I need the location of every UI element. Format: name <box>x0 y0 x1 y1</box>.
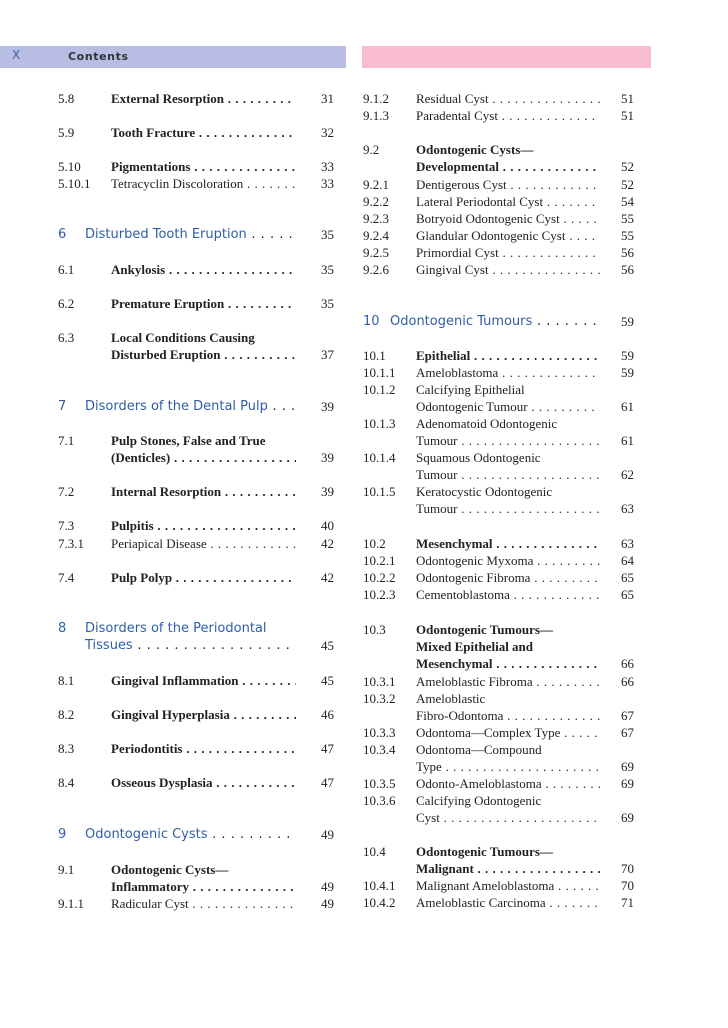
toc-entry-number: 10.2.1 <box>363 553 396 568</box>
toc-entry-title <box>111 295 296 312</box>
toc-entry-title-line: Primordial Cyst . . . <box>416 244 600 261</box>
toc-entry-9-2[interactable] <box>363 141 634 175</box>
toc-entry-page: 59 <box>621 348 634 363</box>
toc-entry-number: 10.3.1 <box>363 674 396 689</box>
toc-entry-title <box>111 774 296 791</box>
toc-entry-number: 7.1 <box>58 433 75 448</box>
toc-entry-title <box>416 244 600 261</box>
toc-entry-page: 67 <box>621 708 634 723</box>
toc-entry-9[interactable] <box>58 826 334 843</box>
toc-entry-page: 51 <box>621 108 634 123</box>
toc-entry-title-line: Odontogenic Tumours . . . <box>390 313 600 330</box>
toc-entry-title-line: (Denticles) . . . <box>111 449 296 466</box>
toc-entry-number: 7.2 <box>58 484 75 499</box>
toc-entry-page: 47 <box>321 741 334 756</box>
toc-entry-page: 49 <box>321 827 334 842</box>
toc-entry-title-line: Inflammatory . . . <box>111 878 296 895</box>
toc-entry-number: 10.1.1 <box>363 365 396 380</box>
toc-entry-title-line: Malignant Ameloblastoma . . . <box>416 877 600 894</box>
toc-entry-number: 6.3 <box>58 330 75 345</box>
toc-entry-title <box>111 569 296 586</box>
toc-entry-9-2-6[interactable] <box>363 261 634 278</box>
toc-entry-number: 10.3.3 <box>363 725 396 740</box>
toc-entry-title-line: Mesenchymal . . . <box>416 655 600 672</box>
toc-entry-9-2-4[interactable] <box>363 227 634 244</box>
toc-entry-page: 32 <box>321 125 334 140</box>
toc-entry-number: 9.2.4 <box>363 228 389 243</box>
toc-entry-9-2-1[interactable] <box>363 176 634 193</box>
toc-entry-title-line: Tumour . . . <box>416 500 600 517</box>
toc-entry-page: 46 <box>321 707 334 722</box>
toc-entry-title <box>111 740 296 757</box>
toc-entry-number: 5.10.1 <box>58 176 91 191</box>
toc-entry-title <box>111 535 296 552</box>
toc-entry-number: 9.1.3 <box>363 108 389 123</box>
toc-entry-page: 59 <box>621 365 634 380</box>
toc-entry-10-3[interactable] <box>363 621 634 672</box>
toc-entry-title <box>111 517 296 534</box>
toc-entry-page: 49 <box>321 896 334 911</box>
toc-entry-title-line: Cyst . . . <box>416 809 600 826</box>
toc-entry-9-1-2[interactable] <box>363 90 634 107</box>
toc-entry-number: 9.1.2 <box>363 91 389 106</box>
toc-entry-page: 66 <box>621 674 634 689</box>
toc-entry-title-line: Dentigerous Cyst . . . <box>416 176 600 193</box>
toc-entry-title <box>111 895 296 912</box>
toc-entry-7-3[interactable] <box>58 517 334 534</box>
toc-entry-number: 5.8 <box>58 91 75 106</box>
toc-entry-title-line: Disorders of the Dental Pulp . . . <box>85 398 296 415</box>
toc-entry-number: 6 <box>58 227 67 242</box>
toc-entry-10-3-5[interactable] <box>363 775 634 792</box>
toc-entry-page: 59 <box>621 314 634 329</box>
toc-entry-number: 8.4 <box>58 775 75 790</box>
toc-entry-title-line: Ankylosis . . . <box>111 261 296 278</box>
toc-entry-page: 52 <box>621 177 634 192</box>
toc-entry-page: 35 <box>321 227 334 242</box>
toc-entry-page: 37 <box>321 347 334 362</box>
toc-entry-title-line: Local Conditions Causing <box>111 330 255 345</box>
toc-entry-title <box>416 483 600 517</box>
toc-entry-number: 9.2.3 <box>363 211 389 226</box>
toc-entry-title <box>111 158 296 175</box>
toc-entry-page: 61 <box>621 399 634 414</box>
toc-entry-title-line: Keratocystic Odontogenic <box>416 484 553 499</box>
toc-entry-title <box>111 706 296 723</box>
toc-entry-title <box>416 193 600 210</box>
toc-entry-title-line: Ameloblastic Fibroma . . . <box>416 673 600 690</box>
toc-entry-number: 7.3 <box>58 518 75 533</box>
toc-entry-number: 10.2.3 <box>363 587 396 602</box>
toc-entry-title-line: Tetracyclin Discoloration . . . <box>111 175 296 192</box>
toc-entry-number: 5.9 <box>58 125 75 140</box>
toc-entry-number: 7.4 <box>58 570 75 585</box>
toc-entry-8-3[interactable] <box>58 740 334 757</box>
toc-entry-5-9[interactable] <box>58 124 334 141</box>
toc-entry-page: 49 <box>321 879 334 894</box>
running-head: Contents <box>68 50 129 63</box>
toc-entry-title-line: Odontogenic Myxoma . . . <box>416 552 600 569</box>
toc-entry-title-line: Odontogenic Tumour . . . <box>416 398 600 415</box>
toc-entry-page: 65 <box>621 570 634 585</box>
toc-entry-page: 63 <box>621 536 634 551</box>
toc-entry-page: 33 <box>321 159 334 174</box>
toc-entry-title <box>416 877 600 894</box>
header-bar-left <box>0 46 346 68</box>
toc-entry-10-1[interactable] <box>363 347 634 364</box>
toc-entry-title <box>416 415 600 449</box>
toc-entry-page: 56 <box>621 262 634 277</box>
toc-entry-8-1[interactable] <box>58 672 334 689</box>
toc-entry-title <box>85 826 296 843</box>
toc-entry-number: 10.1 <box>363 348 386 363</box>
toc-entry-title-line: Disorders of the Periodontal <box>85 621 267 636</box>
toc-entry-10-2[interactable] <box>363 535 634 552</box>
toc-entry-page: 69 <box>621 776 634 791</box>
toc-entry-number: 9.2 <box>363 142 380 157</box>
toc-entry-title-line: Paradental Cyst . . . <box>416 107 600 124</box>
toc-entry-title <box>416 90 600 107</box>
toc-entry-title <box>416 690 600 724</box>
toc-entry-title-line: Odontogenic Tumours— <box>416 622 553 637</box>
toc-entry-title <box>416 107 600 124</box>
toc-entry-title-line: Fibro-Odontoma . . . <box>416 707 600 724</box>
toc-entry-title-line: Gingival Cyst . . . <box>416 261 600 278</box>
toc-entry-title-line: Periapical Disease . . . <box>111 535 296 552</box>
toc-entry-number: 10.1.3 <box>363 416 396 431</box>
toc-entry-title <box>416 621 600 672</box>
toc-entry-title <box>111 329 296 363</box>
toc-entry-title-line: Pulp Polyp . . . <box>111 569 296 586</box>
toc-entry-title <box>416 843 600 877</box>
toc-entry-number: 10.4.2 <box>363 895 396 910</box>
toc-entry-number: 9.2.1 <box>363 177 389 192</box>
toc-entry-title-line: Gingival Inflammation . . . <box>111 672 296 689</box>
toc-entry-number: 10.1.5 <box>363 484 396 499</box>
toc-entry-title-line: Odontoma—Complex Type . . . <box>416 724 600 741</box>
toc-entry-10-3-1[interactable] <box>363 673 634 690</box>
toc-entry-7-1[interactable] <box>58 432 334 466</box>
toc-entry-title-line: Squamous Odontogenic <box>416 450 541 465</box>
toc-entry-title <box>111 483 296 500</box>
toc-entry-title-line: Adenomatoid Odontogenic <box>416 416 558 431</box>
toc-entry-number: 7 <box>58 399 67 414</box>
toc-entry-title-line: Periodontitis . . . <box>111 740 296 757</box>
toc-entry-title <box>416 364 600 381</box>
toc-entry-title <box>111 672 296 689</box>
toc-entry-page: 70 <box>621 878 634 893</box>
toc-entry-6-3[interactable] <box>58 329 334 363</box>
toc-entry-8-2[interactable] <box>58 706 334 723</box>
toc-entry-10-2-1[interactable] <box>363 552 634 569</box>
toc-entry-10-3-4[interactable] <box>363 741 634 775</box>
toc-entry-number: 8.3 <box>58 741 75 756</box>
toc-entry-page: 55 <box>621 211 634 226</box>
toc-entry-page: 35 <box>321 262 334 277</box>
toc-entry-title-line: Calcifying Odontogenic <box>416 793 542 808</box>
toc-entry-number: 10.1.2 <box>363 382 396 397</box>
toc-entry-title <box>416 210 600 227</box>
toc-entry-number: 10.3.5 <box>363 776 396 791</box>
toc-entry-8-4[interactable] <box>58 774 334 791</box>
toc-entry-number: 8 <box>58 621 67 636</box>
toc-entry-title-line: Tissues . . . <box>85 637 296 654</box>
toc-entry-title-line: Ameloblastoma . . . <box>416 364 600 381</box>
toc-entry-page: 33 <box>321 176 334 191</box>
toc-entry-number: 9.2.6 <box>363 262 389 277</box>
toc-entry-page: 55 <box>621 228 634 243</box>
toc-entry-number: 9.2.5 <box>363 245 389 260</box>
toc-entry-page: 63 <box>621 501 634 516</box>
toc-entry-number: 8.1 <box>58 673 75 688</box>
toc-entry-page: 71 <box>621 895 634 910</box>
toc-entry-title-line: Osseous Dysplasia . . . <box>111 774 296 791</box>
toc-entry-page: 39 <box>321 399 334 414</box>
toc-entry-page: 47 <box>321 775 334 790</box>
toc-entry-7-3-1[interactable] <box>58 535 334 552</box>
toc-entry-number: 10.1.4 <box>363 450 396 465</box>
toc-entry-number: 9.1.1 <box>58 896 84 911</box>
toc-entry-title-line: Malignant . . . <box>416 860 600 877</box>
toc-entry-title <box>416 792 600 826</box>
toc-entry-page: 39 <box>321 484 334 499</box>
toc-entry-title <box>416 141 600 175</box>
toc-entry-9-1-1[interactable] <box>58 895 334 912</box>
toc-entry-page: 51 <box>621 91 634 106</box>
toc-entry-10-1-3[interactable] <box>363 415 634 449</box>
toc-entry-title <box>416 724 600 741</box>
toc-entry-number: 10.4.1 <box>363 878 396 893</box>
toc-entry-10-2-2[interactable] <box>363 569 634 586</box>
toc-entry-title-line: Tumour . . . <box>416 466 600 483</box>
toc-entry-title-line: Pulp Stones, False and True <box>111 433 266 448</box>
toc-entry-title <box>416 673 600 690</box>
toc-entry-title-line: Tumour . . . <box>416 432 600 449</box>
toc-entry-5-10-1[interactable] <box>58 175 334 192</box>
toc-entry-title-line: Disturbed Tooth Eruption . . . <box>85 226 296 243</box>
toc-entry-page: 35 <box>321 296 334 311</box>
toc-entry-10[interactable] <box>363 313 634 330</box>
toc-entry-page: 62 <box>621 467 634 482</box>
toc-entry-number: 9.2.2 <box>363 194 389 209</box>
toc-entry-title <box>416 347 600 364</box>
toc-entry-title-line: Disturbed Eruption . . . <box>111 346 296 363</box>
toc-entry-title-line: Botryoid Odontogenic Cyst . . . <box>416 210 600 227</box>
toc-entry-title-line: Internal Resorption . . . <box>111 483 296 500</box>
toc-entry-number: 8.2 <box>58 707 75 722</box>
toc-entry-7-2[interactable] <box>58 483 334 500</box>
toc-entry-title <box>416 261 600 278</box>
toc-entry-5-8[interactable] <box>58 90 334 107</box>
toc-entry-10-3-6[interactable] <box>363 792 634 826</box>
toc-entry-title-line: Calcifying Epithelial <box>416 382 525 397</box>
toc-entry-title <box>416 586 600 603</box>
toc-entry-page: 52 <box>621 159 634 174</box>
toc-entry-title <box>416 381 600 415</box>
toc-entry-title-line: Pulpitis . . . <box>111 517 296 534</box>
toc-entry-title-line: Glandular Odontogenic Cyst . . . <box>416 227 600 244</box>
toc-entry-9-2-2[interactable] <box>363 193 634 210</box>
toc-entry-title-line: Gingival Hyperplasia . . . <box>111 706 296 723</box>
toc-entry-title-line: Residual Cyst . . . <box>416 90 600 107</box>
toc-entry-page: 45 <box>321 638 334 653</box>
toc-entry-10-4[interactable] <box>363 843 634 877</box>
toc-entry-page: 69 <box>621 810 634 825</box>
toc-entry-10-4-2[interactable] <box>363 894 634 911</box>
toc-entry-title-line: Ameloblastic Carcinoma . . . <box>416 894 600 911</box>
toc-entry-page: 65 <box>621 587 634 602</box>
toc-entry-title <box>416 227 600 244</box>
toc-entry-number: 7.3.1 <box>58 536 84 551</box>
toc-entry-title <box>85 398 296 415</box>
toc-entry-title-line: Radicular Cyst . . . <box>111 895 296 912</box>
toc-entry-number: 10.3.6 <box>363 793 396 808</box>
toc-entry-title-line: Odonto-Ameloblastoma . . . <box>416 775 600 792</box>
toc-entry-title <box>390 313 600 330</box>
toc-entry-page: 40 <box>321 518 334 533</box>
toc-entry-title-line: Mixed Epithelial and <box>416 639 534 654</box>
toc-entry-10-1-2[interactable] <box>363 381 634 415</box>
toc-entry-10-2-3[interactable] <box>363 586 634 603</box>
toc-entry-9-2-3[interactable] <box>363 210 634 227</box>
toc-entry-number: 10.4 <box>363 844 386 859</box>
toc-entry-title-line: Tooth Fracture . . . <box>111 124 296 141</box>
toc-entry-number: 10.3.2 <box>363 691 396 706</box>
toc-entry-10-4-1[interactable] <box>363 877 634 894</box>
toc-entry-number: 9.1 <box>58 862 75 877</box>
toc-entry-title <box>416 894 600 911</box>
toc-entry-7-4[interactable] <box>58 569 334 586</box>
toc-entry-title-line: Developmental . . . <box>416 158 600 175</box>
toc-entry-8[interactable] <box>58 620 334 654</box>
toc-entry-title <box>85 620 296 654</box>
toc-entry-page: 39 <box>321 450 334 465</box>
toc-entry-title-line: Type . . . <box>416 758 600 775</box>
toc-entry-title-line: Odontogenic Cysts— <box>111 862 229 877</box>
toc-entry-title-line: Odontogenic Cysts— <box>416 142 534 157</box>
toc-entry-page: 31 <box>321 91 334 106</box>
toc-entry-page: 54 <box>621 194 634 209</box>
toc-entry-title-line: Odontogenic Cysts . . . <box>85 826 296 843</box>
toc-entry-page: 66 <box>621 656 634 671</box>
toc-entry-10-3-2[interactable] <box>363 690 634 724</box>
toc-entry-title-line: Epithelial . . . <box>416 347 600 364</box>
toc-entry-title <box>416 741 600 775</box>
toc-entry-number: 10.2 <box>363 536 386 551</box>
toc-entry-9-1[interactable] <box>58 861 334 895</box>
toc-entry-6-2[interactable] <box>58 295 334 312</box>
toc-entry-number: 10.3 <box>363 622 386 637</box>
toc-entry-5-10[interactable] <box>58 158 334 175</box>
toc-entry-page: 42 <box>321 570 334 585</box>
toc-entry-title <box>111 861 296 895</box>
toc-entry-page: 42 <box>321 536 334 551</box>
toc-entry-10-1-4[interactable] <box>363 449 634 483</box>
toc-entry-6-1[interactable] <box>58 261 334 278</box>
page-number: X <box>12 48 21 62</box>
toc-entry-title <box>416 552 600 569</box>
toc-entry-page: 67 <box>621 725 634 740</box>
header-bar-right <box>362 46 651 68</box>
toc-entry-title <box>416 775 600 792</box>
toc-entry-page: 45 <box>321 673 334 688</box>
toc-entry-title-line: External Resorption . . . <box>111 90 296 107</box>
toc-entry-10-1-5[interactable] <box>363 483 634 517</box>
toc-entry-title-line: Cementoblastoma . . . <box>416 586 600 603</box>
toc-entry-10-3-3[interactable] <box>363 724 634 741</box>
toc-entry-6[interactable] <box>58 226 334 243</box>
toc-entry-title-line: Odontogenic Tumours— <box>416 844 553 859</box>
toc-entry-title-line: Lateral Periodontal Cyst . . . <box>416 193 600 210</box>
toc-entry-title <box>416 569 600 586</box>
toc-entry-number: 10.2.2 <box>363 570 396 585</box>
toc-entry-title <box>111 432 296 466</box>
toc-entry-title <box>416 449 600 483</box>
toc-entry-title-line: Ameloblastic <box>416 691 486 706</box>
toc-entry-number: 10 <box>363 314 380 329</box>
toc-entry-number: 10.3.4 <box>363 742 396 757</box>
toc-entry-title <box>416 535 600 552</box>
toc-entry-page: 64 <box>621 553 634 568</box>
toc-entry-number: 6.1 <box>58 262 75 277</box>
toc-entry-7[interactable] <box>58 398 334 415</box>
toc-entry-9-1-3[interactable] <box>363 107 634 124</box>
toc-entry-title-line: Odontoma—Compound <box>416 742 542 757</box>
toc-entry-page: 69 <box>621 759 634 774</box>
toc-entry-title-line: Mesenchymal . . . <box>416 535 600 552</box>
toc-entry-title <box>111 261 296 278</box>
toc-entry-9-2-5[interactable] <box>363 244 634 261</box>
toc-entry-title-line: Odontogenic Fibroma . . . <box>416 569 600 586</box>
toc-entry-title <box>111 90 296 107</box>
toc-entry-page: 56 <box>621 245 634 260</box>
toc-entry-page: 70 <box>621 861 634 876</box>
toc-entry-10-1-1[interactable] <box>363 364 634 381</box>
toc-entry-title-line: Pigmentations . . . <box>111 158 296 175</box>
toc-entry-title <box>111 124 296 141</box>
toc-entry-number: 6.2 <box>58 296 75 311</box>
toc-entry-title <box>85 226 296 243</box>
toc-entry-number: 9 <box>58 827 67 842</box>
toc-entry-title <box>416 176 600 193</box>
toc-entry-page: 61 <box>621 433 634 448</box>
toc-entry-number: 5.10 <box>58 159 81 174</box>
toc-entry-title <box>111 175 296 192</box>
toc-entry-title-line: Premature Eruption . . . <box>111 295 296 312</box>
